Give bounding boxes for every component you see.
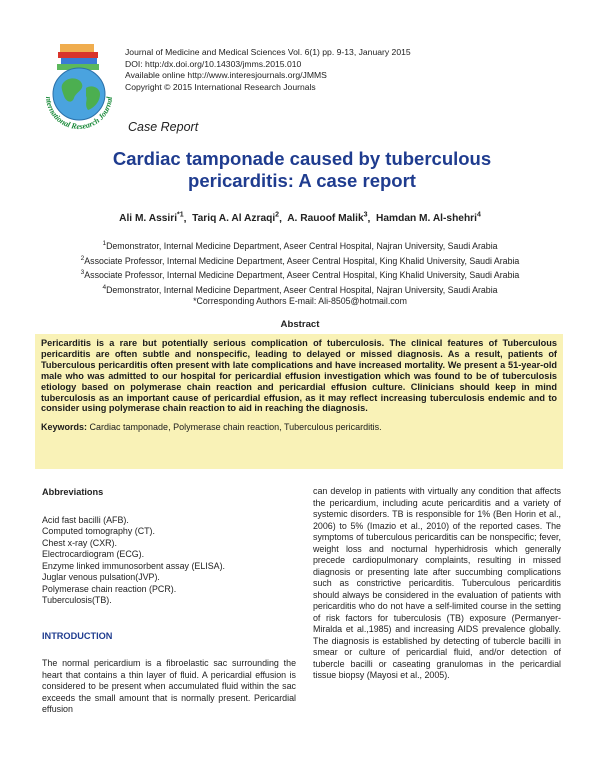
abbreviation-item: Polymerase chain reaction (PCR).	[42, 583, 177, 594]
left-column	[42, 487, 296, 716]
abbreviation-item: Acid fast bacilli (AFB).	[42, 514, 129, 525]
abstract-text: Pericarditis is a rare but potentially serious complication of tuberculosis. The clinical features of Tuberculous pericarditis are often subtle and nonspecific, leading to delayed or missed diagnosis. As a result, patients of Tuberculous pericarditis often present with late complications and have increased mortality. We present a 51-year-old male who was admitted to our hospital for pericardial effusion investigation which was found to be of tuberculosis etiology based on polymerase chain reaction and pericardial effusion culture. Clinicians should keep in mind tuberculosis as an important cause of pericardial effusion, as it may reflect increasing tuberculosis endemic and to consider using polymerase chain reaction to aid in reaching the diagnosis.	[41, 338, 557, 414]
introduction-heading: INTRODUCTION	[42, 630, 113, 641]
affiliations	[30, 238, 570, 296]
article-type: Case Report	[128, 120, 199, 134]
authors: Ali M. Assiri$^{*1}$, Tariq A. Al Azraqi$^2$, A. Rauoof Malik$^3$, Hamdan M. Al-shehri$^4$	[119, 212, 481, 225]
abbreviation-item: Enzyme linked immunosorbent assay (ELISA).	[42, 560, 225, 571]
affiliation-3: $^3$Associate Professor, Internal Medicine Department, Aseer Central Hospital, King Khalid University, Saudi Arabia	[80, 269, 520, 280]
journal-logo	[36, 44, 122, 138]
author-2: Tariq A. Al Azraqi$^2$	[192, 212, 280, 225]
affiliation-4: $^4$Demonstrator, Internal Medicine Department, Aseer Central Hospital, Najran University, Saudi Arabia	[102, 283, 498, 295]
keywords	[41, 422, 557, 432]
keywords-label: Keywords:	[41, 422, 88, 433]
author-3: A. Rauoof Malik$^3$	[287, 212, 368, 225]
affiliation-1: $^1$Demonstrator, Internal Medicine Department, Aseer Central Hospital, Najran University, Saudi Arabia	[102, 240, 498, 251]
introduction-text: The normal pericardium is a fibroelastic sac surrounding the heart that contains a thin layer of fluid. A pericardial effusion is considered to be present when accumulated fluid within the sac exceeds the small amount that is normally present. Pericardial effusion	[42, 658, 296, 714]
right-column-text: can develop in patients with virtually any condition that affects the pericardium, including acute pericarditis and a variety of systemic disorders. TB is responsible for 1% (Ben Horin et al., 2006) to 5% (Imazio et al., 2010) of the reported cases. The symptoms of tuberculous pericarditis can be nonspecific; fever, weight loss and nocturnal hyperhidrosis which generally precede cardiopulmonary complaints, resulting in missed diagnosis or presenting late after succumbing complications such as constrictive pericarditis. Tuberculous pericarditis should always be considered in the evaluation of patients with pericarditis who do not have a self-limited course in the setting of risk factors for tuberculosis (TB) exposure (Permanyer-Miralda et al.,1985) and increasing AIDS prevalence globally. The diagnosis is established by detecting of tubercle bacilli in smear or culture of pericardial fluid, and/or detection of tubercle bacilli or caseating granulomas in the pericardial tissue biopsy (Mayosi et al., 2005).	[313, 486, 561, 680]
doi: DOI: http:/dx.doi.org/10.14303/jmms.2015.010	[125, 58, 302, 69]
abbreviation-item: Computed tomography (CT).	[42, 526, 155, 536]
title-line-2: pericarditis: A case report	[188, 170, 416, 191]
abbreviation-item: Electrocardiogram (ECG).	[42, 549, 145, 559]
abbreviations-heading: Abbreviations	[42, 487, 104, 497]
globe-books-icon	[36, 44, 122, 138]
online-url: Available online http://www.interesjournals.org/JMMS	[125, 70, 327, 80]
abstract-box	[35, 334, 563, 469]
abbreviation-item: Chest x-ray (CXR).	[42, 537, 117, 548]
abstract-heading: Abstract	[280, 319, 320, 330]
svg-text:International Research Journal: nternational Research Journal	[43, 96, 115, 132]
corresponding-author: *Corresponding Authors E-mail: Ali-8505@hotmail.com	[193, 296, 407, 306]
affiliation-2: $^2$Associate Professor, Internal Medicine Department, Aseer Central Hospital, King Khalid University, Saudi Arabia	[80, 254, 520, 266]
abbreviation-item: Tuberculosis(TB).	[42, 595, 112, 605]
right-column	[313, 486, 561, 682]
abbreviation-item: Juglar venous pulsation(JVP).	[42, 572, 160, 582]
title-line-1: Cardiac tamponade caused by tuberculous	[112, 148, 492, 169]
keywords-text: Cardiac tamponade, Polymerase chain reaction, Tuberculous pericarditis.	[87, 422, 382, 433]
article-title	[60, 148, 544, 192]
journal-info	[125, 47, 411, 93]
copyright: Copyright © 2015 International Research Journals	[125, 81, 316, 92]
author-4: Hamdan M. Al-shehri$^4$	[376, 212, 481, 225]
author-1: Ali M. Assiri$^{*1}$	[119, 212, 184, 225]
journal-citation: Journal of Medicine and Medical Sciences Vol. 6(1) pp. 9-13, January 2015	[125, 47, 411, 57]
